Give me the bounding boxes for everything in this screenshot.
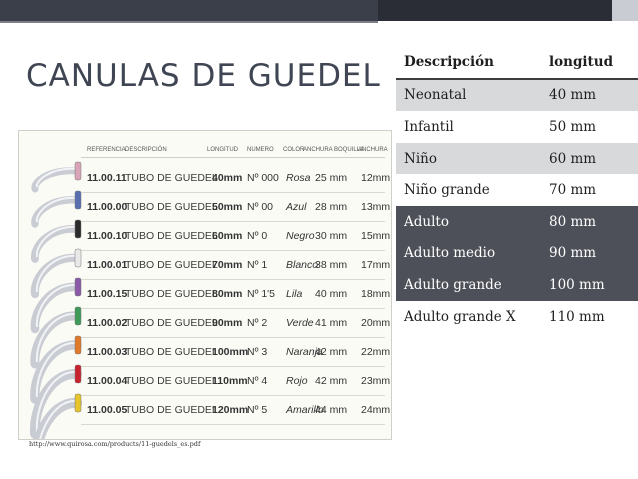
catalog-row (19, 193, 391, 222)
catalog-row (19, 309, 391, 338)
catalog-cell-desc: TUBO DE GUEDEL (125, 201, 218, 213)
size-length: 100 mm (541, 269, 638, 301)
catalog-header-rule (81, 157, 385, 158)
catalog-cell-anch2: 22mm (361, 346, 391, 358)
catalog-cell-anch: 44 mm (315, 404, 348, 416)
catalog-cell-desc: TUBO DE GUEDEL (125, 317, 218, 329)
catalog-cell-anch: 42 mm (315, 346, 348, 358)
top-banner-accent (378, 0, 638, 21)
catalog-cell-ref: 11.00.02 (87, 317, 128, 329)
catalog-cell-anch: 28 mm (315, 201, 348, 213)
catalog-cell-len: 100mm (212, 346, 249, 358)
catalog-row (19, 367, 391, 396)
size-description: Niño grande (396, 174, 541, 206)
size-description: Adulto grande X (396, 301, 541, 333)
catalog-cell-ref: 11.00.04 (87, 375, 128, 387)
size-row (396, 174, 638, 206)
catalog-cell-anch: 40 mm (315, 288, 348, 300)
catalog-cell-num: Nº 4 (247, 375, 268, 387)
catalog-cell-num: Nº 000 (247, 172, 279, 184)
catalog-row-rule (81, 424, 385, 425)
catalog-cell-col: Amarillo (286, 404, 324, 416)
size-row (396, 143, 638, 175)
catalog-cell-desc: TUBO DE GUEDEL (125, 288, 218, 300)
size-length: 40 mm (541, 79, 638, 112)
catalog-cell-anch2: 15mm (361, 230, 391, 242)
size-description: Adulto grande (396, 269, 541, 301)
catalog-row (19, 280, 391, 309)
catalog-row (19, 251, 391, 280)
catalog-cell-anch2: 12mm (361, 172, 391, 184)
catalog-header-anchura: ANCHURA (358, 147, 388, 153)
catalog-cell-anch2: 18mm (361, 288, 391, 300)
size-table (396, 46, 638, 332)
size-description: Niño (396, 143, 541, 175)
catalog-cell-len: 50mm (212, 201, 243, 213)
catalog-cell-len: 90mm (212, 317, 243, 329)
slide-title: CANULAS DE GUEDEL (26, 58, 381, 94)
source-link[interactable]: http://www.quirosa.com/products/11-guedels_es.pdf (29, 440, 201, 448)
catalog-cell-len: 70mm (212, 259, 243, 271)
header-description: Descripción (396, 46, 541, 79)
catalog-cell-ref: 11.00.00 (87, 201, 128, 213)
catalog-cell-desc: TUBO DE GUEDEL (125, 259, 218, 271)
catalog-header-desc: DESCRIPCIÓN (125, 147, 167, 153)
catalog-header-ref: REFERENCIA (87, 147, 126, 153)
size-length: 90 mm (541, 238, 638, 270)
catalog-cell-col: Azul (286, 201, 307, 213)
header-length: longitud (541, 46, 638, 79)
catalog-cell-num: Nº 0 (247, 230, 268, 242)
catalog-image (18, 130, 392, 440)
catalog-cell-num: Nº 2 (247, 317, 268, 329)
catalog-cell-num: Nº 00 (247, 201, 274, 213)
catalog-cell-desc: TUBO DE GUEDEL (125, 375, 218, 387)
catalog-cell-len: 40mm (212, 172, 243, 184)
top-banner-corner (612, 0, 638, 21)
catalog-cell-anch2: 13mm (361, 201, 391, 213)
catalog-cell-len: 120mm (212, 404, 249, 416)
catalog-cell-desc: TUBO DE GUEDEL (125, 404, 218, 416)
size-table-header (396, 46, 638, 79)
catalog-cell-col: Negro (286, 230, 315, 242)
catalog-row (19, 338, 391, 367)
catalog-header-color: COLOR (283, 147, 305, 153)
size-row (396, 238, 638, 270)
size-description: Adulto medio (396, 238, 541, 270)
catalog-cell-ref: 11.00.10 (87, 230, 128, 242)
catalog-cell-num: Nº 1 (247, 259, 268, 271)
size-length: 60 mm (541, 143, 638, 175)
catalog-cell-desc: TUBO DE GUEDEL (125, 230, 218, 242)
catalog-cell-len: 80mm (212, 288, 243, 300)
catalog-cell-len: 60mm (212, 230, 243, 242)
size-description: Adulto (396, 206, 541, 238)
catalog-cell-desc: TUBO DE GUEDEL (125, 172, 218, 184)
catalog-cell-col: Naranja (286, 346, 323, 358)
catalog-cell-col: Verde (286, 317, 314, 329)
size-length: 50 mm (541, 111, 638, 143)
catalog-cell-ref: 11.00.01 (87, 259, 128, 271)
catalog-cell-anch: 38 mm (315, 259, 348, 271)
catalog-cell-ref: 11.00.05 (87, 404, 128, 416)
catalog-cell-anch2: 23mm (361, 375, 391, 387)
catalog-row (19, 222, 391, 251)
size-length: 80 mm (541, 206, 638, 238)
catalog-cell-col: Lila (286, 288, 303, 300)
catalog-cell-anch: 42 mm (315, 375, 348, 387)
catalog-header-anchura-boquilla: ANCHURA BOQUILLA (303, 147, 365, 153)
catalog-cell-ref: 11.00.11 (87, 172, 127, 184)
size-row (396, 301, 638, 333)
catalog-header-number: NUMERO (247, 147, 274, 153)
catalog-cell-anch: 25 mm (315, 172, 348, 184)
catalog-cell-ref: 11.00.15 (87, 288, 128, 300)
catalog-cell-num: Nº 5 (247, 404, 268, 416)
catalog-row (19, 396, 391, 425)
catalog-cell-anch2: 20mm (361, 317, 391, 329)
catalog-cell-col: Rojo (286, 375, 308, 387)
catalog-cell-len: 110mm (212, 375, 248, 387)
size-row (396, 206, 638, 238)
catalog-row (19, 164, 391, 193)
size-length: 110 mm (541, 301, 638, 333)
size-description: Infantil (396, 111, 541, 143)
size-row (396, 269, 638, 301)
catalog-header-length: LONGITUD (207, 147, 239, 153)
catalog-cell-col: Blanco (286, 259, 319, 271)
catalog-cell-anch: 30 mm (315, 230, 348, 242)
catalog-cell-anch2: 24mm (361, 404, 391, 416)
size-row (396, 79, 638, 112)
catalog-cell-num: Nº 1'5 (247, 288, 276, 300)
catalog-cell-anch2: 17mm (361, 259, 391, 271)
size-row (396, 111, 638, 143)
size-description: Neonatal (396, 79, 541, 112)
top-banner (0, 0, 638, 21)
catalog-cell-num: Nº 3 (247, 346, 268, 358)
catalog-cell-ref: 11.00.03 (87, 346, 128, 358)
catalog-cell-col: Rosa (286, 172, 311, 184)
size-length: 70 mm (541, 174, 638, 206)
catalog-cell-desc: TUBO DE GUEDEL (125, 346, 218, 358)
title-rule (0, 21, 378, 23)
catalog-cell-anch: 41 mm (315, 317, 348, 329)
